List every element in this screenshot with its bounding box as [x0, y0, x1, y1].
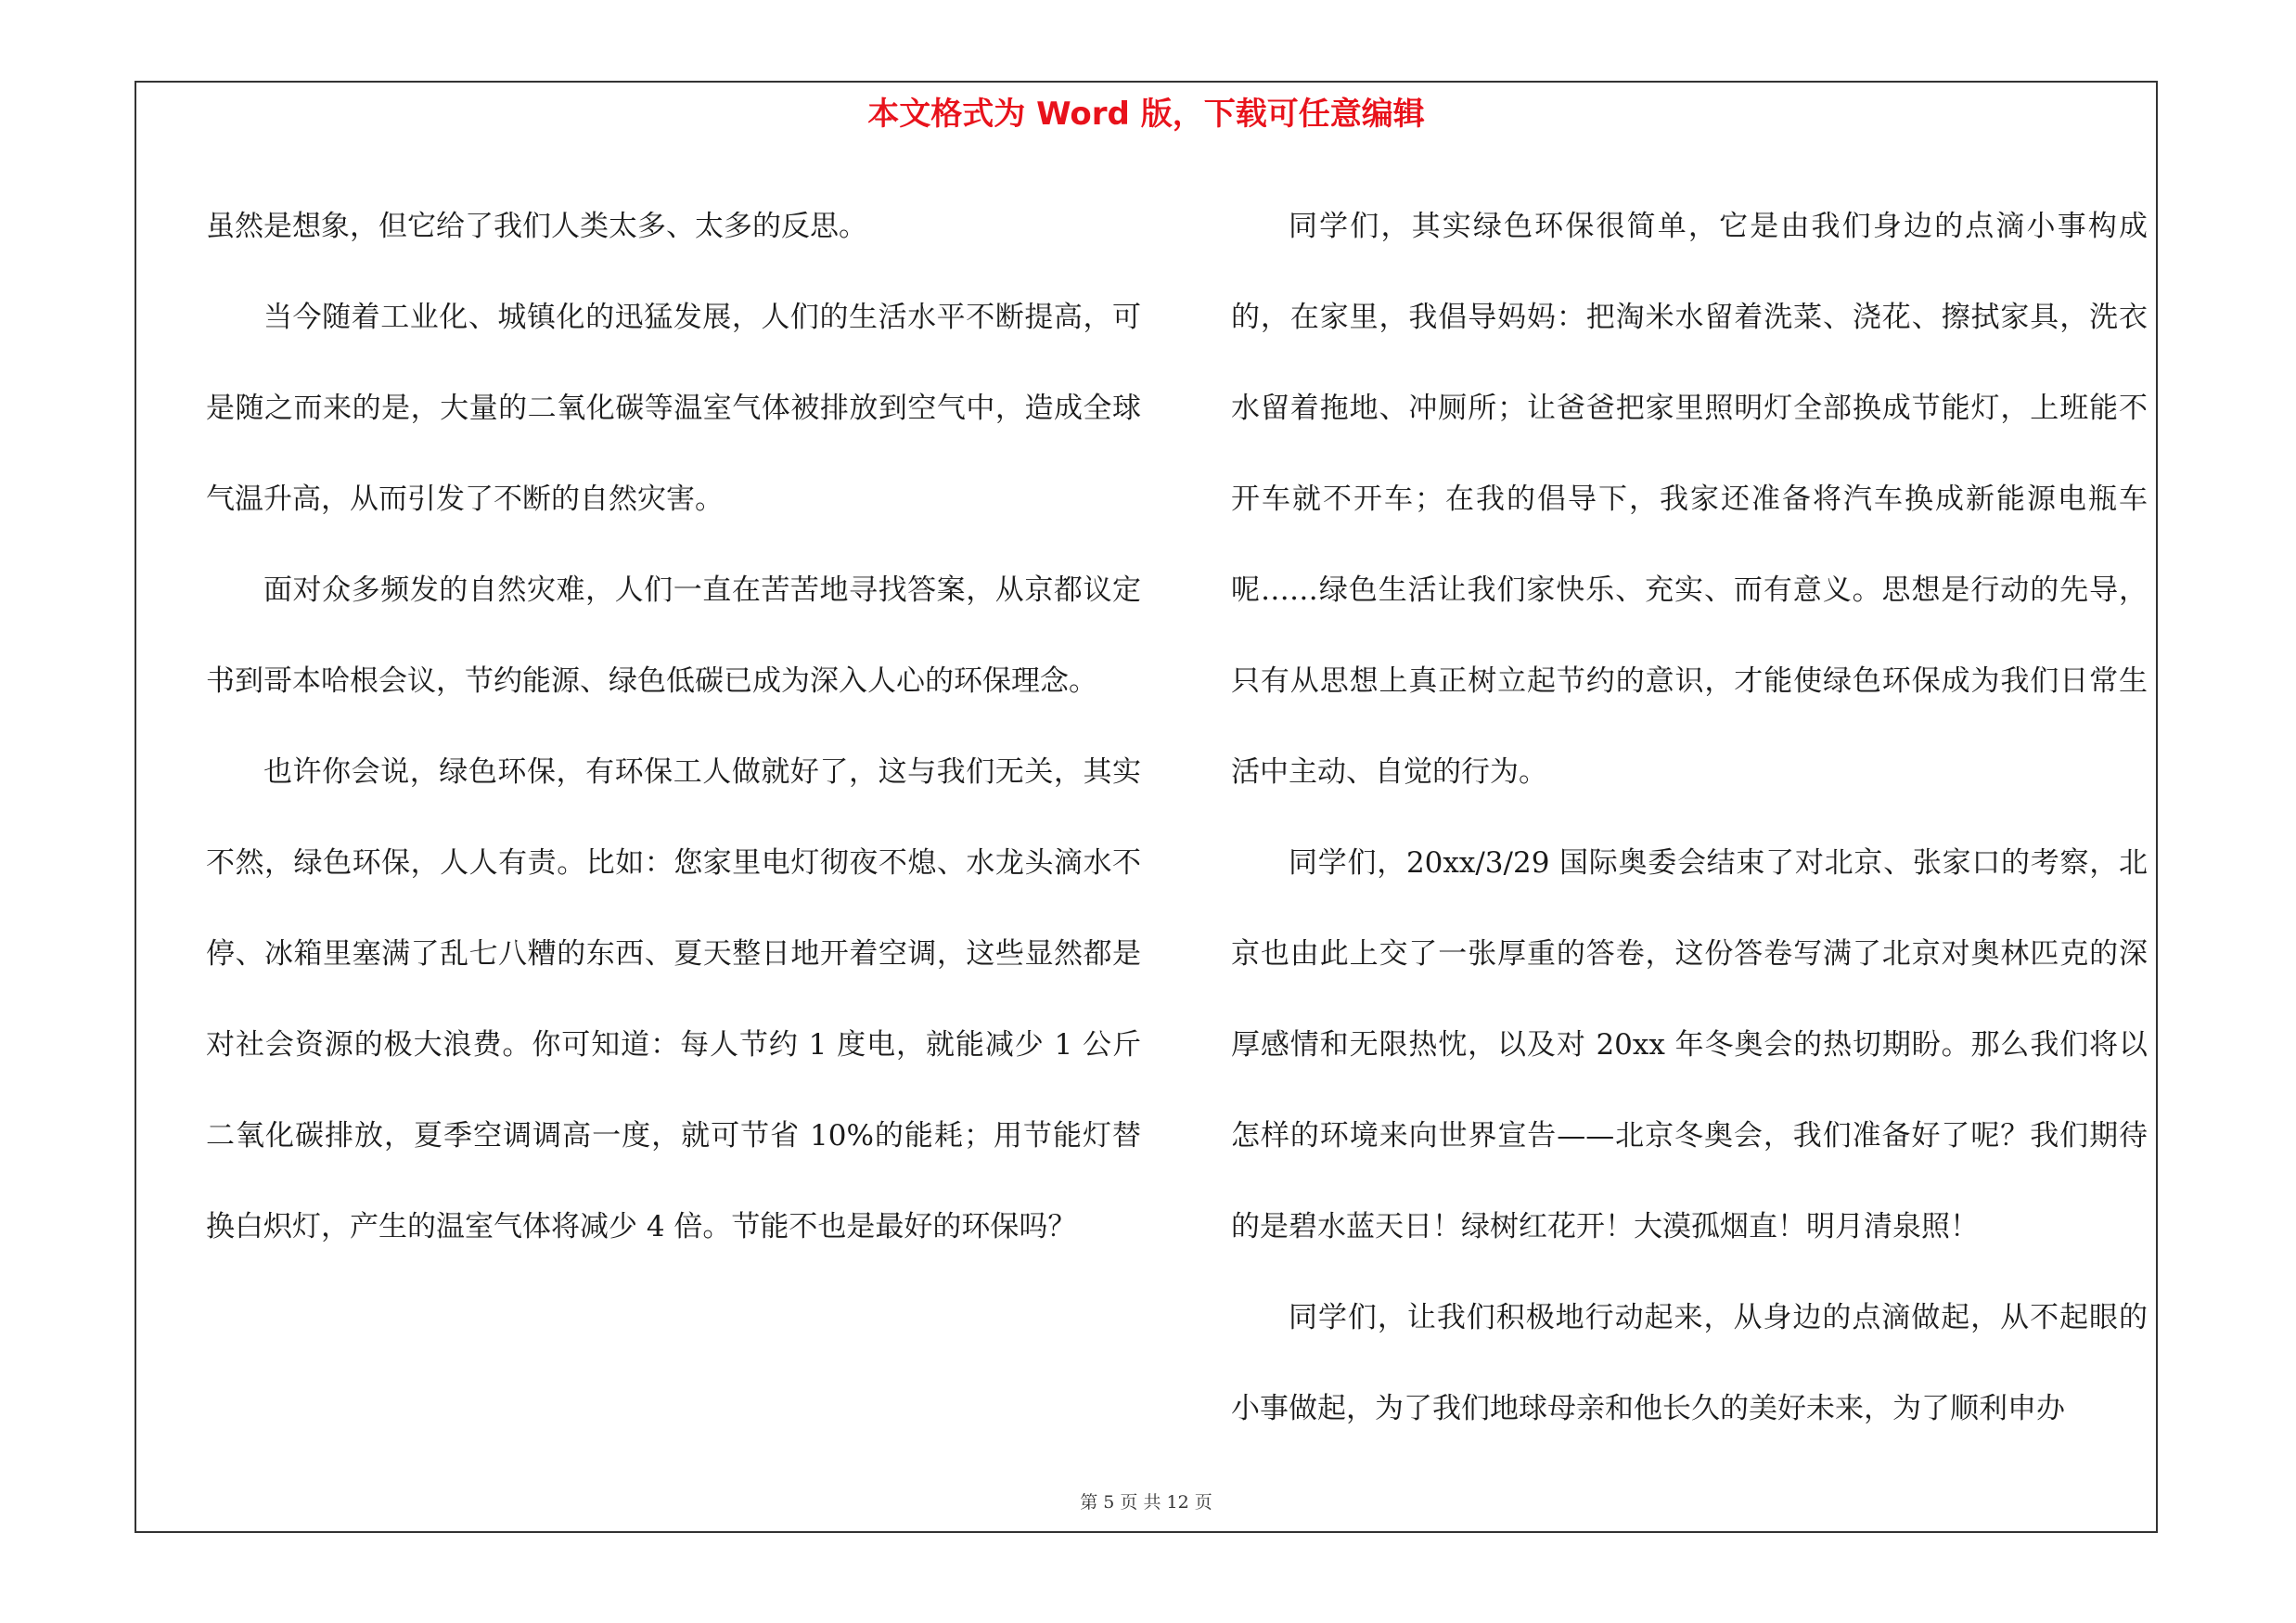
paragraph: 也许你会说，绿色环保，有环保工人做就好了，这与我们无关，其实不然，绿色环保，人人有责。比如：您家里电灯彻夜不熄、水龙头滴水不停、冰箱里塞满了乱七八糟的东西、夏天整日地开着空调，这些显然都是对社会资源的极大浪费。你可知道：每人节约 1 度电，就能减少 1 公斤二氧化碳排放，夏季空调调高一度，就可节省 10%的能耗；用节能灯替换白炽灯，产生的温室气体将减少 4 倍。节能不也是最好的环保吗？ — [206, 755, 1141, 1243]
paragraph: 面对众多频发的自然灾难，人们一直在苦苦地寻找答案，从京都议定书到哥本哈根会议，节约能源、绿色低碳已成为深入人心的环保理念。 — [206, 573, 1141, 698]
right-column — [1231, 181, 2148, 1454]
page-number: 第 5 页 共 12 页 — [1080, 1492, 1212, 1513]
paragraph: 同学们，让我们积极地行动起来，从身边的点滴做起，从不起眼的小事做起，为了我们地球母亲和他长久的美好未来，为了顺利申办 — [1231, 1301, 2148, 1425]
left-column — [206, 181, 1141, 1272]
word-format-banner: 本文格式为 Word 版，下载可任意编辑 — [867, 96, 1425, 133]
paragraph: 虽然是想象，但它给了我们人类太多、太多的反思。 — [206, 210, 867, 243]
paragraph: 同学们，其实绿色环保很简单，它是由我们身边的点滴小事构成的，在家里，我倡导妈妈：把淘米水留着洗菜、浇花、擦拭家具，洗衣水留着拖地、冲厕所；让爸爸把家里照明灯全部换成节能灯，上班能不开车就不开车；在我的倡导下，我家还准备将汽车换成新能源电瓶车呢……绿色生活让我们家快乐、充实、而有意义。思想是行动的先导，只有从思想上真正树立起节约的意识，才能使绿色环保成为我们日常生活中主动、自觉的行为。 — [1231, 210, 2148, 789]
document-page — [135, 81, 2158, 1533]
paragraph: 同学们，20xx/3/29 国际奥委会结束了对北京、张家口的考察，北京也由此上交了一张厚重的答卷，这份答卷写满了北京对奥林匹克的深厚感情和无限热忱，以及对 20xx 年冬奥会的热切期盼。那么我们将以怎样的环境来向世界宣告——北京冬奥会，我们准备好了呢？我们期待的是碧水蓝天日！绿树红花开！大漠孤烟直！明月清泉照！ — [1231, 846, 2148, 1243]
paragraph: 当今随着工业化、城镇化的迅猛发展，人们的生活水平不断提高，可是随之而来的是，大量的二氧化碳等温室气体被排放到空气中，造成全球气温升高，从而引发了不断的自然灾害。 — [206, 301, 1141, 516]
